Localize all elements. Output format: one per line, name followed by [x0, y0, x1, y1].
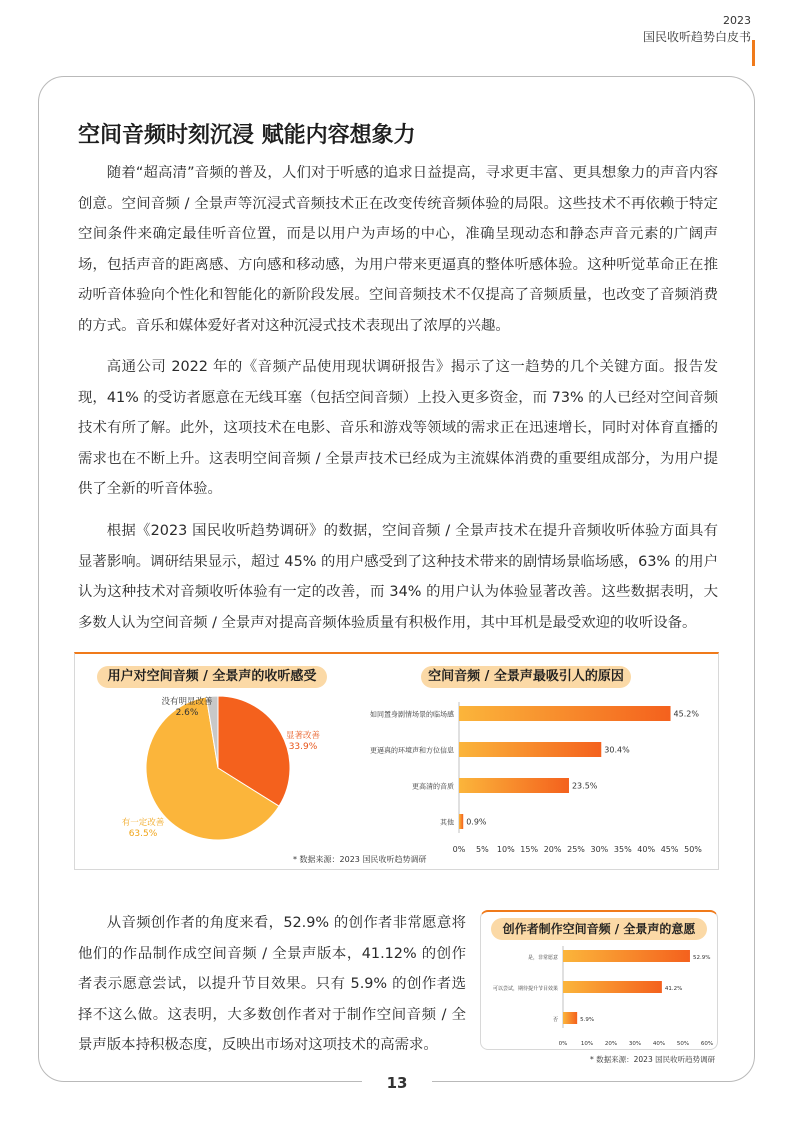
pie-chart-title: 用户对空间音频 / 全景声的收听感受 — [97, 666, 327, 688]
bar — [459, 706, 671, 721]
pie-label: 显著改善 — [285, 731, 321, 741]
axis-tick-label: 20% — [543, 845, 562, 854]
axis-tick-label: 5% — [476, 845, 489, 854]
axis-tick-label: 30% — [628, 1041, 642, 1047]
axis-tick-label: 50% — [676, 1041, 690, 1047]
axis-tick-label: 40% — [652, 1041, 666, 1047]
bar — [459, 778, 569, 793]
bar-value-label: 0.9% — [466, 817, 487, 827]
axis-tick-label: 50% — [684, 845, 702, 854]
axis-tick-label: 10% — [580, 1041, 594, 1047]
axis-tick-label: 60% — [700, 1041, 714, 1047]
category-label: 其他 — [440, 818, 454, 827]
creators-chart-panel — [480, 910, 718, 1050]
axis-tick-label: 35% — [613, 845, 632, 854]
header-report-name: 国民收听趋势白皮书 — [642, 30, 751, 44]
bar — [563, 1012, 577, 1024]
header-accent-bar — [752, 40, 755, 66]
bar-chart-title: 空间音频 / 全景声最吸引人的原因 — [421, 666, 631, 688]
axis-tick-label: 45% — [660, 845, 679, 854]
bar-value-label: 30.4% — [604, 745, 630, 755]
page-title: 空间音频时刻沉浸 赋能内容想象力 — [78, 123, 416, 148]
bar-value-label: 23.5% — [571, 781, 598, 791]
category-label: 否 — [552, 1017, 558, 1023]
category-label: 更逼真的环境声和方位信息 — [370, 746, 454, 755]
pie-label: 没有明显改善 — [161, 697, 213, 707]
bar — [563, 981, 662, 993]
category-label: 更高清的音质 — [412, 782, 454, 791]
bar — [459, 814, 463, 829]
reasons-bar-chart — [370, 702, 702, 854]
pie-value-label: 33.9% — [288, 742, 318, 752]
source-note: * 数据来源：2023 国民收听趋势调研 — [293, 855, 427, 864]
axis-tick-label: 30% — [590, 845, 609, 854]
axis-tick-label: 20% — [604, 1041, 618, 1047]
paragraph-qualcomm: 高通公司 2022 年的《音频产品使用现状调研报告》揭示了这一趋势的几个关键方面。报告发现，41% 的受访者愿意在无线耳塞（包括空间音频）上投入更多资金，而 73% 的人已经对空间音频技术有所了解。此外，这项技术在电影、音乐和游戏等领域的需求正在迅速增长，同时对体育直播的需求也在不断上升。这表明空间音频 / 全景声技术已经成为主流媒体消费的重要组成部分，为用户提供了全新的听音体验。 — [78, 359, 718, 497]
axis-tick-label: 25% — [567, 845, 585, 854]
bar — [459, 742, 601, 757]
bar-value-label: 45.2% — [673, 709, 699, 719]
bar — [563, 950, 690, 962]
charts-svg — [75, 654, 720, 872]
category-label: 可以尝试，期待提升节目效果 — [492, 986, 558, 992]
paragraph-survey: 根据《2023 国民收听趋势调研》的数据，空间音频 / 全景声技术在提升音频收听体验方面具有显著影响。调研结果显示，超过 45% 的用户感受到了这种技术带来的剧情场景临场感，63% 的用户认为这种技术对音频收听体验有一定的改善，而 34% 的用户认为体验显著改善。这些数据表明，大多数人认为空间音频 / 全景声对提高音频体验质量有积极作用，其中耳机是最受欢迎的收听设备。 — [78, 523, 718, 631]
pie-chart — [122, 696, 321, 840]
axis-tick-label: 0% — [558, 1041, 568, 1047]
pie-label: 有一定改善 — [121, 818, 165, 828]
report-header — [643, 14, 751, 46]
source-note-2: * 数据来源：2023 国民收听趋势调研 — [590, 1055, 716, 1064]
paragraph-intro: 随着“超高清”音频的普及，人们对于听感的追求日益提高，寻求更丰富、更具想象力的声音内容创意。空间音频 / 全景声等沉浸式音频技术正在改变传统音频体验的局限。这些技术不再依赖于特定空间条件来确定最佳听音位置，而是以用户为声场的中心，准确呈现动态和静态声音元素的广阔声场，包括声音的距离感、方向感和移动感，为用户带来更逼真的整体听感体验。这种听觉革命正在推动听音体验向个性化和智能化的新阶段发展。空间音频技术不仅提高了音频质量，也改变了音频消费的方式。音乐和媒体爱好者对这种沉浸式技术表现出了浓厚的兴趣。 — [78, 165, 718, 334]
charts-panel — [74, 652, 719, 870]
axis-tick-label: 0% — [452, 845, 466, 854]
category-label: 如同置身剧情场景的临场感 — [370, 710, 454, 719]
pie-value-label: 63.5% — [128, 829, 158, 839]
axis-tick-label: 15% — [520, 845, 539, 854]
creators-chart-title: 创作者制作空间音频 / 全景声的意愿 — [491, 918, 707, 940]
creators-svg — [481, 912, 719, 1052]
creators-bar-chart — [493, 946, 713, 1047]
axis-tick-label: 10% — [496, 845, 515, 854]
axis-tick-label: 40% — [637, 845, 656, 854]
bar-value-label: 5.9% — [580, 1017, 595, 1023]
header-year: 2023 — [723, 14, 751, 27]
category-label: 是，非常愿意 — [527, 955, 558, 961]
bar-value-label: 41.2% — [664, 986, 683, 992]
pie-value-label: 2.6% — [175, 708, 199, 718]
bar-value-label: 52.9% — [692, 955, 711, 961]
page-number: 13 — [386, 1074, 408, 1092]
paragraph-creators: 从音频创作者的角度来看，52.9% 的创作者非常愿意将他们的作品制作成空间音频 / 全景声版本，41.12% 的创作者表示愿意尝试，以提升节目效果。只有 5.9% 的创作者选择不这么做。这表明，大多数创作者对于制作空间音频 / 全景声版本持积极态度，反映出市场对这项技术的高需求。 — [78, 915, 466, 1053]
